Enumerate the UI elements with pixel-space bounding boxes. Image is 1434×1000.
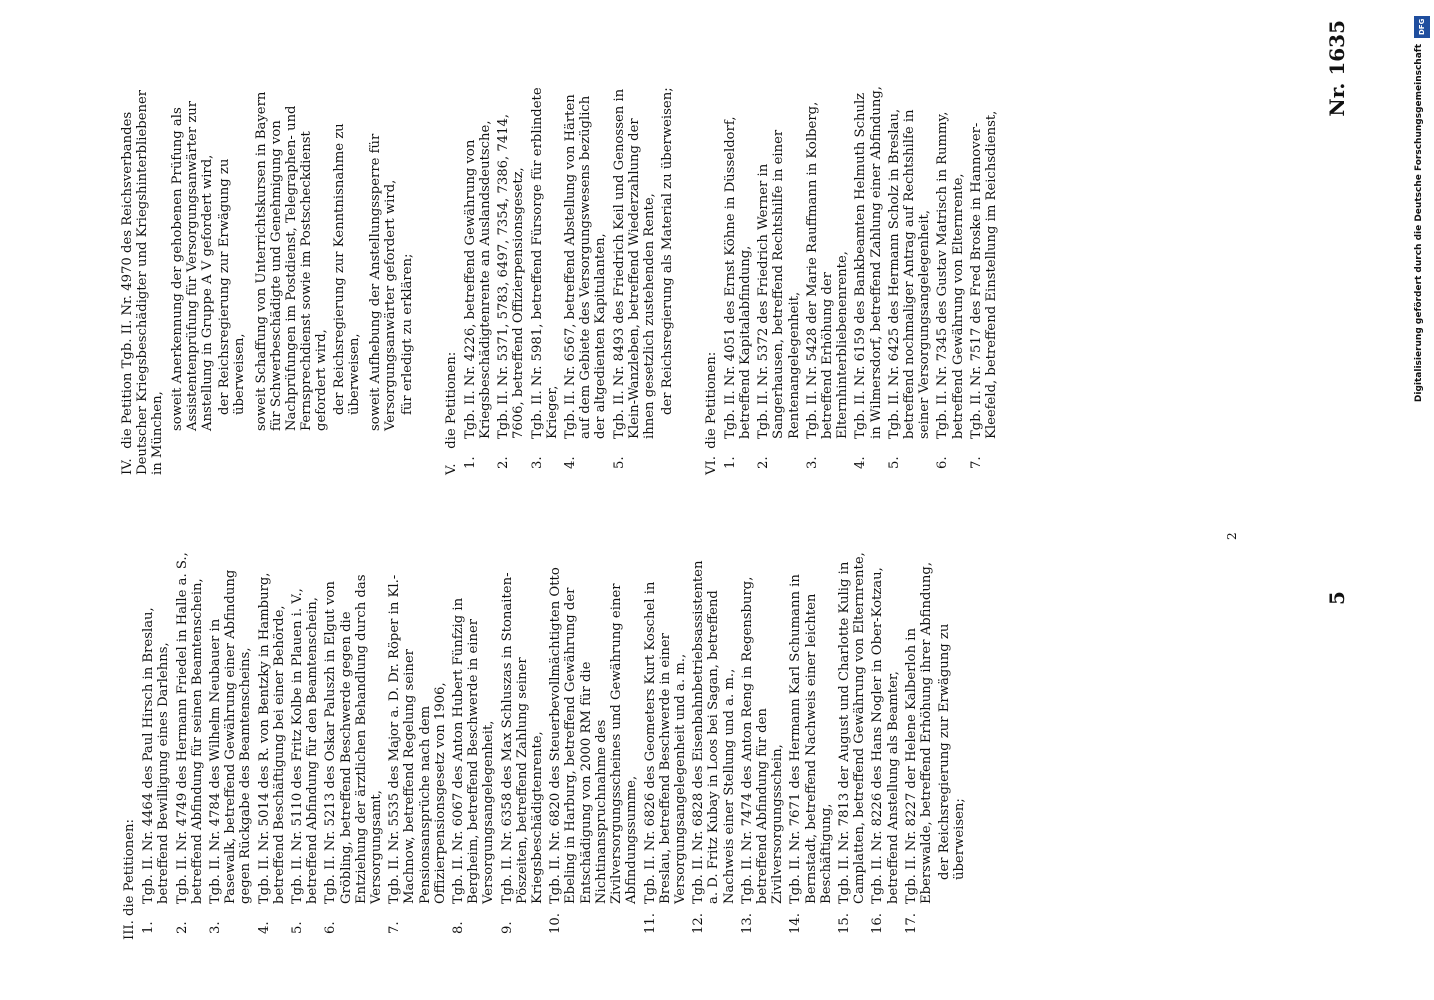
entry-text: Tgb. II. Nr. 4784 des Wilhelm Neubauer in Pasewalk, betreffend Gewährung einer Abfindung gegen Rückgabe des Beamtenscheins, — [208, 569, 254, 904]
entry-text: Tgb. II. Nr. 4464 des Paul Hirsch in Breslau, betreffend Bewilligung eines Darlehns, — [141, 607, 172, 904]
entry-number: 5. — [290, 921, 306, 934]
section-iv — [120, 85, 166, 475]
section-iv-clauses — [170, 85, 416, 475]
entry-number: 4. — [563, 456, 579, 469]
clause-condition: soweit Anerkennung der gehobenen Prüfung als Assistentenprüfung für Versorgungsanwärter zur Anstellung in Gruppe A V gefordert wird, — [169, 100, 216, 431]
entry-number: 5. — [886, 456, 902, 469]
section-vi — [704, 85, 719, 475]
entry-number: 3. — [529, 456, 545, 469]
clause-decision: der Reichsregierung zur Kenntnisnahme zu überweisen, — [331, 123, 362, 415]
entry-text: Tgb. II. Nr. 4226, betreffend Gewährung von Kriegsbeschädigtenrente an Auslandsdeutsche, — [462, 120, 494, 439]
entry-number: 8. — [451, 921, 467, 934]
petition-entry — [548, 550, 639, 940]
entry-number: 2. — [496, 456, 512, 469]
entry-text: Tgb. II. Nr. 6826 des Geometers Kurt Koschel in Breslau, betreffend Beschwerde in einer Versorgungsangelegenheit und a. m., — [642, 581, 688, 904]
entry-text: Tgb. II. Nr. 8227 der Helene Kalberloh in Eberswalde, betreffend Erhöhung ihrer Abfindung, — [903, 561, 934, 904]
petition-entry — [208, 550, 254, 940]
petition-entry — [691, 550, 737, 940]
entry-text: Tgb. II. Nr. 6820 des Steuerbevollmächtigten Otto Ebeling in Harburg, betreffend Gewährung der Entschädigung von 2000 RM für die Nichtinanspruchnahme des Zivilversorgungsscheines und Gewährung einer Abfindungssumme, — [548, 567, 640, 904]
petition-entry — [257, 550, 287, 940]
page-header — [1325, 20, 1385, 880]
entry-text: Tgb. II. Nr. 5371, 5783, 6497, 7354, 7386, 7414, 7606, betreffend Offizierpensionsgesetz, — [496, 113, 527, 439]
entry-number: 6. — [323, 921, 339, 934]
entry-text: Tgb. II. Nr. 6425 des Hermann Scholz in Breslau, betreffend nochmaliger Antrag auf Rechtshilfe in seiner Versorgungsangelegenheit, — [886, 108, 933, 439]
petition-entry — [500, 550, 546, 940]
clause-condition: soweit Schaffung von Unterrichtskursen in Bayern für Schwerbeschädigte und Genehmigung von Nachprüfungen im Postdienst, Telegraphen- und Fernsprechdienst sowie im Postscheckdienst gefordert wird, — [253, 91, 330, 431]
entry-text: Tgb. II. Nr. 5535 des Major a. D. Dr. Röper in Kl.-Machnow, betreffend Regelung seiner Pensionsansprüche nach dem Offizierpensionsgesetz von 1906, — [387, 574, 448, 904]
entry-number: 3. — [208, 921, 224, 934]
clause-decision: der Reichsregierung zur Erwägung zu überweisen, — [217, 158, 248, 415]
petition-entry — [530, 85, 560, 475]
entry-number: 4. — [256, 921, 272, 934]
entry-text: Tgb. II. Nr. 4051 des Ernst Köhne in Düsseldorf, betreffend Kapitalabfindung, — [722, 116, 753, 439]
petition-entry — [837, 550, 867, 940]
petition-entry — [290, 550, 320, 940]
entry-number: 1. — [462, 456, 478, 469]
digitization-credit — [1410, 8, 1434, 1000]
section-text: die Petitionen: — [443, 351, 459, 449]
entry-text: Tgb. II. Nr. 5428 der Marie Rauffmann in Kolberg, betreffend Erhöhung der Elternhinterbliebenenrente, — [804, 101, 851, 439]
entry-text: Tgb. II. Nr. 5014 des R. von Bentzky in Hamburg, betreffend Beschäftigung bei einer Behörde, — [256, 572, 287, 904]
digitization-note: Digitalisierung gefördert durch die Deutsche Forschungsgemeinschaft — [1414, 44, 1424, 403]
entry-text: Tgb. II. Nr. 6159 des Bankbeamten Helmuth Schulz in Wilmersdorf, betreffend Zahlung einer Abfindung, — [853, 86, 884, 439]
decision-text: der Reichsregierung zur Erwägung zu überweisen; — [937, 623, 968, 880]
petition-entry — [463, 85, 493, 475]
entry-number: 13. — [739, 913, 755, 934]
entry-number: 3. — [804, 456, 820, 469]
section-label: IV. — [120, 458, 135, 475]
section-label: V. — [443, 463, 459, 475]
section-text: die Petitionen: — [703, 351, 719, 449]
entry-text: Tgb. II. Nr. 7345 des Gustav Matrisch in Rummy, betreffend Gewährung von Elternrente, — [935, 111, 966, 439]
petition-entry — [643, 550, 689, 940]
petition-entry — [496, 85, 526, 475]
petition-entry — [805, 85, 851, 475]
petition-entry — [887, 85, 933, 475]
petition-list-vi — [723, 85, 999, 475]
entry-text: Tgb. II. Nr. 6358 des Max Schluszas in Stonaiten-Pöszeiten, betreffend Zahlung seiner Kriegsbeschädigtenrente, — [499, 572, 546, 904]
petition-entry — [175, 550, 205, 940]
entry-number: 12. — [691, 913, 707, 934]
entry-number: 1. — [141, 921, 157, 934]
entry-number: 2. — [756, 456, 772, 469]
petition-entry — [935, 85, 965, 475]
entry-number: 6. — [935, 456, 951, 469]
entry-text: Tgb. II. Nr. 4749 des Hermann Friedel in Halle a. S., betreffend Abfindung für seinen Beamtenschein, — [174, 552, 205, 904]
petition-entry — [387, 550, 448, 940]
page-number: 5 — [1325, 591, 1349, 605]
sheet-number: 2 — [1225, 532, 1239, 540]
entry-number: 7. — [968, 456, 984, 469]
entry-number: 11. — [642, 913, 658, 934]
entry-number: 1. — [722, 456, 738, 469]
entry-number: 5. — [611, 456, 627, 469]
decision-text: der Reichsregierung als Material zu überweisen; — [660, 87, 676, 415]
petition-entry — [451, 550, 497, 940]
petition-list-v — [463, 85, 657, 475]
petition-entry — [141, 550, 171, 940]
section-heading-iii: III. die Petitionen: — [122, 819, 137, 940]
entry-text: Tgb. II. Nr. 7474 des Anton Reng in Regensburg, betreffend Abfindung für den Zivilversorgungsschein, — [739, 576, 786, 904]
document-number: Nr. 1635 — [1325, 20, 1349, 117]
entry-number: 10. — [548, 913, 564, 934]
clause-condition: soweit Aufhebung der Anstellungssperre für Versorgungsanwärter gefordert wird, — [368, 133, 399, 431]
entry-number: 4. — [853, 456, 869, 469]
petition-entry — [612, 85, 658, 475]
entry-text: Tgb. II. Nr. 7671 des Hermann Karl Schumann in Bernstadt, betreffend Nachweis einer leichten Beschäftigung, — [788, 574, 834, 904]
section-text: die Petition Tgb. II. Nr. 4970 des Reichsverbandes Deutscher Kriegsbeschädigter und Kriegshinterbliebener in München, — [120, 89, 166, 475]
entry-number: 7. — [387, 921, 403, 934]
entry-text: Tgb. II. Nr. 6828 des Eisenbahnbetriebsassistenten a. D. Fritz Kubay in Loos bei Sagan, betreffend Nachweis einer Stellung und a. m., — [691, 560, 737, 904]
entry-text: Tgb. II. Nr. 7813 der August und Charlotte Kulig in Camplatten, betreffend Gewährung von Elternrente, — [836, 552, 868, 904]
dfg-logo: DFG — [1414, 16, 1430, 38]
entry-number: 16. — [870, 913, 886, 934]
petition-entry — [870, 550, 900, 940]
entry-number: 2. — [174, 921, 190, 934]
entry-text: Tgb. II. Nr. 5372 des Friedrich Werner in Sangerhausen, betreffend Rechtshilfe in einer Rentenangelegenheit, — [756, 129, 802, 439]
section-label: VI. — [703, 456, 719, 475]
petition-entry — [723, 85, 753, 475]
right-column — [120, 85, 1002, 475]
entry-text: Tgb. II. Nr. 8226 des Hans Nogler in Ober-Kotzau, betreffend Anstellung als Beamter, — [870, 567, 901, 904]
entry-number: 9. — [499, 921, 515, 934]
entry-number: 17. — [903, 913, 919, 934]
petition-entry — [323, 550, 384, 940]
clause-decision: für erledigt zu erklären; — [400, 253, 416, 415]
left-column — [122, 550, 974, 940]
entry-number: 15. — [836, 913, 852, 934]
entry-number: 14. — [788, 913, 804, 934]
entry-text: Tgb. II. Nr. 6067 des Anton Hubert Fünfzig in Bergheim, betreffend Beschwerde in einer Versorgungsangelegenheit, — [451, 597, 497, 904]
section-v — [444, 85, 459, 475]
petition-entry — [788, 550, 834, 940]
petition-entry — [969, 85, 999, 475]
petition-entry — [756, 85, 802, 475]
petition-entry — [563, 85, 609, 475]
entry-text: Tgb. II. Nr. 5981, betreffend Fürsorge für erblindete Krieger, — [529, 87, 560, 439]
petition-entry — [740, 550, 786, 940]
entry-text: Tgb. II. Nr. 5213 des Oskar Paluszh in Elgut von Gröbling, betreffend Beschwerde gegen die Entziehung der ärztlichen Behandlung durch das Versorgungsamt, — [323, 574, 385, 904]
petition-entry — [853, 85, 883, 475]
petition-entry — [904, 550, 934, 940]
petition-list-iii — [141, 550, 934, 940]
entry-text: Tgb. II. Nr. 8493 des Friedrich Keil und Genossen in Klein-Wanzleben, betreffend Wiederzahlung der ihnen gesetzlich zustehenden Rente, — [611, 88, 658, 439]
entry-text: Tgb. II. Nr. 5110 des Fritz Kolbe in Plauen i. V., betreffend Abfindung für den Beamtenschein, — [290, 588, 321, 904]
entry-text: Tgb. II. Nr. 7517 des Fred Broske in Hannover-Kleefeld, betreffend Einstellung im Reichsdienst, — [968, 110, 999, 439]
entry-text: Tgb. II. Nr. 6567, betreffend Abstellung von Härten auf dem Gebiete des Versorgungswesens bezüglich der altgedienten Kapitulanten, — [563, 94, 609, 439]
